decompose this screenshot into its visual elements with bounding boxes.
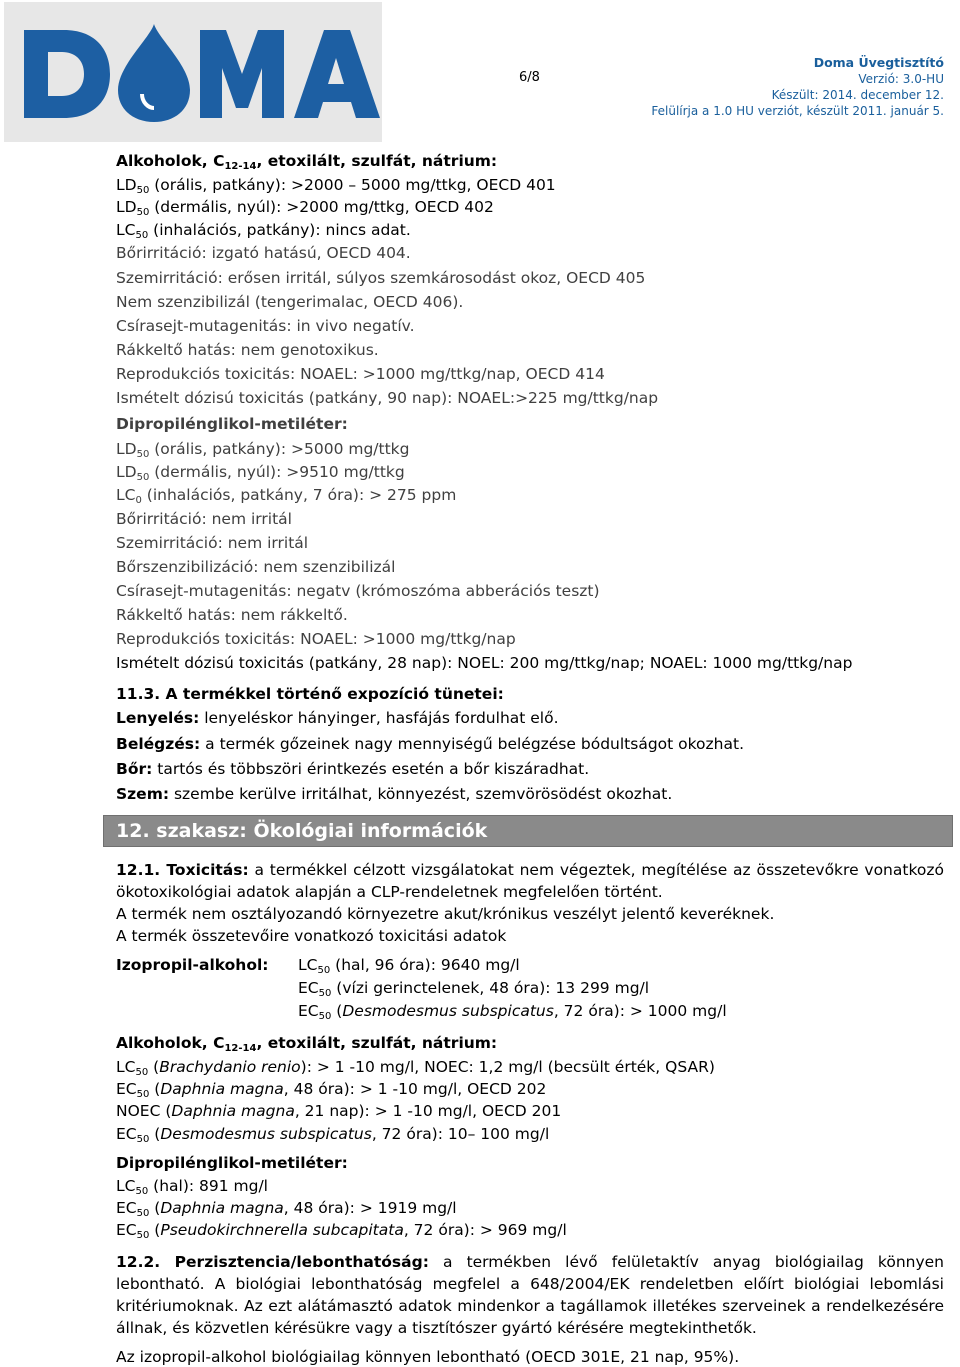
dpm-carcinogenicity: Rákkeltő hatás: nem rákkeltő. — [116, 606, 348, 624]
isopropanol-ec50-algae: $EC_{50}$ (Desmodesmus subspicatus, 72 óra): > 1000 mg/l — [298, 1002, 727, 1022]
dpm-reproductive: Reprodukciós toxicitás: NOAEL: >1000 mg/ttkg/nap — [116, 630, 516, 648]
isopropanol-ec50-invertebrates: $EC_{50}$ (vízi gerinctelenek, 48 óra): 13 299 mg/l — [298, 979, 650, 999]
dpm-eye: Szemirritáció: nem irritál — [116, 534, 309, 552]
alcohols-ec50-algae: $EC_{50}$ (Desmodesmus subspicatus, 72 óra): 10– 100 mg/l — [116, 1125, 550, 1145]
section-12-2-paragraph: 12.2. Perzisztencia/lebonthatóság: a termékben lévő felületaktív anyag biológiailag könnyen lebontható. A biológiai lebonthatóság megfelel a 648/2004/EK rendeletben előírt biológiai lebomlási kritériumoknak. Az ezt alátámasztó adatok mindenkor a tagállamok illetékes szerveinek a rendelkezésére állnak, és közvetlen kérésükre vagy a tisztítószer gyártó kérésére megtekinthetők. — [116, 1253, 944, 1337]
tox-line-reproductive: Reprodukciós toxicitás: NOAEL: >1000 mg/ttkg/nap, OECD 414 — [116, 365, 605, 383]
document-header-info — [651, 55, 944, 119]
dpm-ec50-algae: $EC_{50}$ (Pseudokirchnerella subcapitata, 72 óra): > 969 mg/l — [116, 1221, 567, 1241]
exposure-skin: Bőr: tartós és többszöri érintkezés esetén a bőr kiszáradhat. — [116, 760, 590, 778]
dpm-lc0-inhal: $LC_0$ (inhalációs, patkány, 7 óra): > 275 ppm — [116, 486, 457, 506]
doma-logo — [4, 2, 382, 142]
product-name: Doma Üvegtisztító — [813, 55, 944, 70]
exposure-eye: Szem: szembe kerülve irritálhat, könnyezést, szemvörösödést okozhat. — [116, 785, 673, 803]
alcohols-noec-daphnia: NOEC (Daphnia magna, 21 nap): > 1 -10 mg/l, OECD 201 — [116, 1102, 562, 1120]
alcohols-lc50-fish: $LC_{50}$ (Brachydanio renio): > 1 -10 mg/l, NOEC: 1,2 mg/l (becsült érték, QSAR) — [116, 1058, 715, 1078]
created-date: Készült: 2014. december 12. — [771, 88, 944, 102]
dpm-lc50-fish: $LC_{50}$ (hal): 891 mg/l — [116, 1177, 268, 1197]
section-12-1-paragraph: 12.1. Toxicitás: a termékkel célzott vizsgálatokat nem végeztek, megítélése az összetevőkre vonatkozó ökotoxikológiai adatok alapján a CLP-rendeletnek megfelelően történt. — [116, 861, 944, 901]
component-data-heading: A termék összetevőire vonatkozó toxicitási adatok — [116, 927, 507, 945]
dpm-ld50-oral: $LD_{50}$ (orális, patkány): >5000 mg/ttkg — [116, 440, 410, 460]
substance-heading-alcohols-eco: Alkoholok, $C_{12-14}$, etoxilált, szulfát, nátrium: — [116, 1034, 498, 1054]
tox-line-carcinogenicity: Rákkeltő hatás: nem genotoxikus. — [116, 341, 379, 359]
isopropanol-biodegradability: Az izopropil-alkohol biológiailag könnyen lebontható (OECD 301E, 21 nap, 95%). — [116, 1348, 740, 1366]
section-11-3-heading: 11.3. A termékkel történő expozíció tünetei: — [116, 685, 504, 703]
supersedes-note: Felülírja a 1.0 HU verziót, készült 2011. január 5. — [651, 104, 944, 118]
tox-line-mutagenicity: Csírasejt-mutagenitás: in vivo negatív. — [116, 317, 415, 335]
page-number: 6/8 — [519, 70, 540, 85]
substance-heading-alcohols: Alkoholok, $C_{12-14}$, etoxilált, szulfát, nátrium: — [116, 152, 498, 172]
tox-line-lc50-inhal: $LC_{50}$ (inhalációs, patkány): nincs adat. — [116, 221, 411, 241]
tox-line-skin: Bőrirritáció: izgató hatású, OECD 404. — [116, 244, 411, 262]
dpm-ld50-dermal: $LD_{50}$ (dermális, nyúl): >9510 mg/ttkg — [116, 463, 405, 483]
dpm-sensitisation: Bőrszenzibilizáció: nem szenzibilizál — [116, 558, 396, 576]
substance-heading-dpm: Dipropilénglikol-metiléter: — [116, 415, 348, 433]
isopropanol-lc50-fish: $LC_{50}$ (hal, 96 óra): 9640 mg/l — [298, 956, 520, 976]
tox-line-ld50-oral: $LD_{50}$ (orális, patkány): >2000 – 5000 mg/ttkg, OECD 401 — [116, 176, 556, 196]
classification-note: A termék nem osztályozandó környezetre akut/krónikus veszélyt jelentő keveréknek. — [116, 905, 775, 923]
version-label: Verzió: 3.0-HU — [858, 72, 944, 86]
exposure-ingestion: Lenyelés: lenyeléskor hányinger, hasfájás fordulhat elő. — [116, 709, 559, 727]
isopropanol-label: Izopropil-alkohol: — [116, 956, 269, 974]
tox-line-eye: Szemirritáció: erősen irritál, súlyos szemkárosodást okoz, OECD 405 — [116, 269, 646, 287]
dpm-repeated-dose: Ismételt dózisú toxicitás (patkány, 28 nap): NOEL: 200 mg/ttkg/nap; NOAEL: 1000 mg/ttkg/nap — [116, 654, 853, 672]
alcohols-ec50-daphnia: $EC_{50}$ (Daphnia magna, 48 óra): > 1 -10 mg/l, OECD 202 — [116, 1080, 547, 1100]
tox-line-ld50-dermal: $LD_{50}$ (dermális, nyúl): >2000 mg/ttkg, OECD 402 — [116, 198, 494, 218]
dpm-ec50-daphnia: $EC_{50}$ (Daphnia magna, 48 óra): > 1919 mg/l — [116, 1199, 457, 1219]
dpm-skin: Bőrirritáció: nem irritál — [116, 510, 292, 528]
dpm-mutagenicity: Csírasejt-mutagenitás: negatv (krómoszóma abberációs teszt) — [116, 582, 600, 600]
tox-line-sensitisation: Nem szenzibilizál (tengerimalac, OECD 406). — [116, 293, 464, 311]
tox-line-repeated-dose: Ismételt dózisú toxicitás (patkány, 90 nap): NOAEL:>225 mg/ttkg/nap — [116, 389, 659, 407]
exposure-inhalation: Belégzés: a termék gőzeinek nagy mennyiségű belégzése bódultságot okozhat. — [116, 735, 744, 753]
section-12-title: 12. szakasz: Ökológiai információk — [116, 820, 488, 842]
logo-text: DOMA — [4, 2, 8, 3]
substance-heading-dpm-eco: Dipropilénglikol-metiléter: — [116, 1154, 348, 1172]
